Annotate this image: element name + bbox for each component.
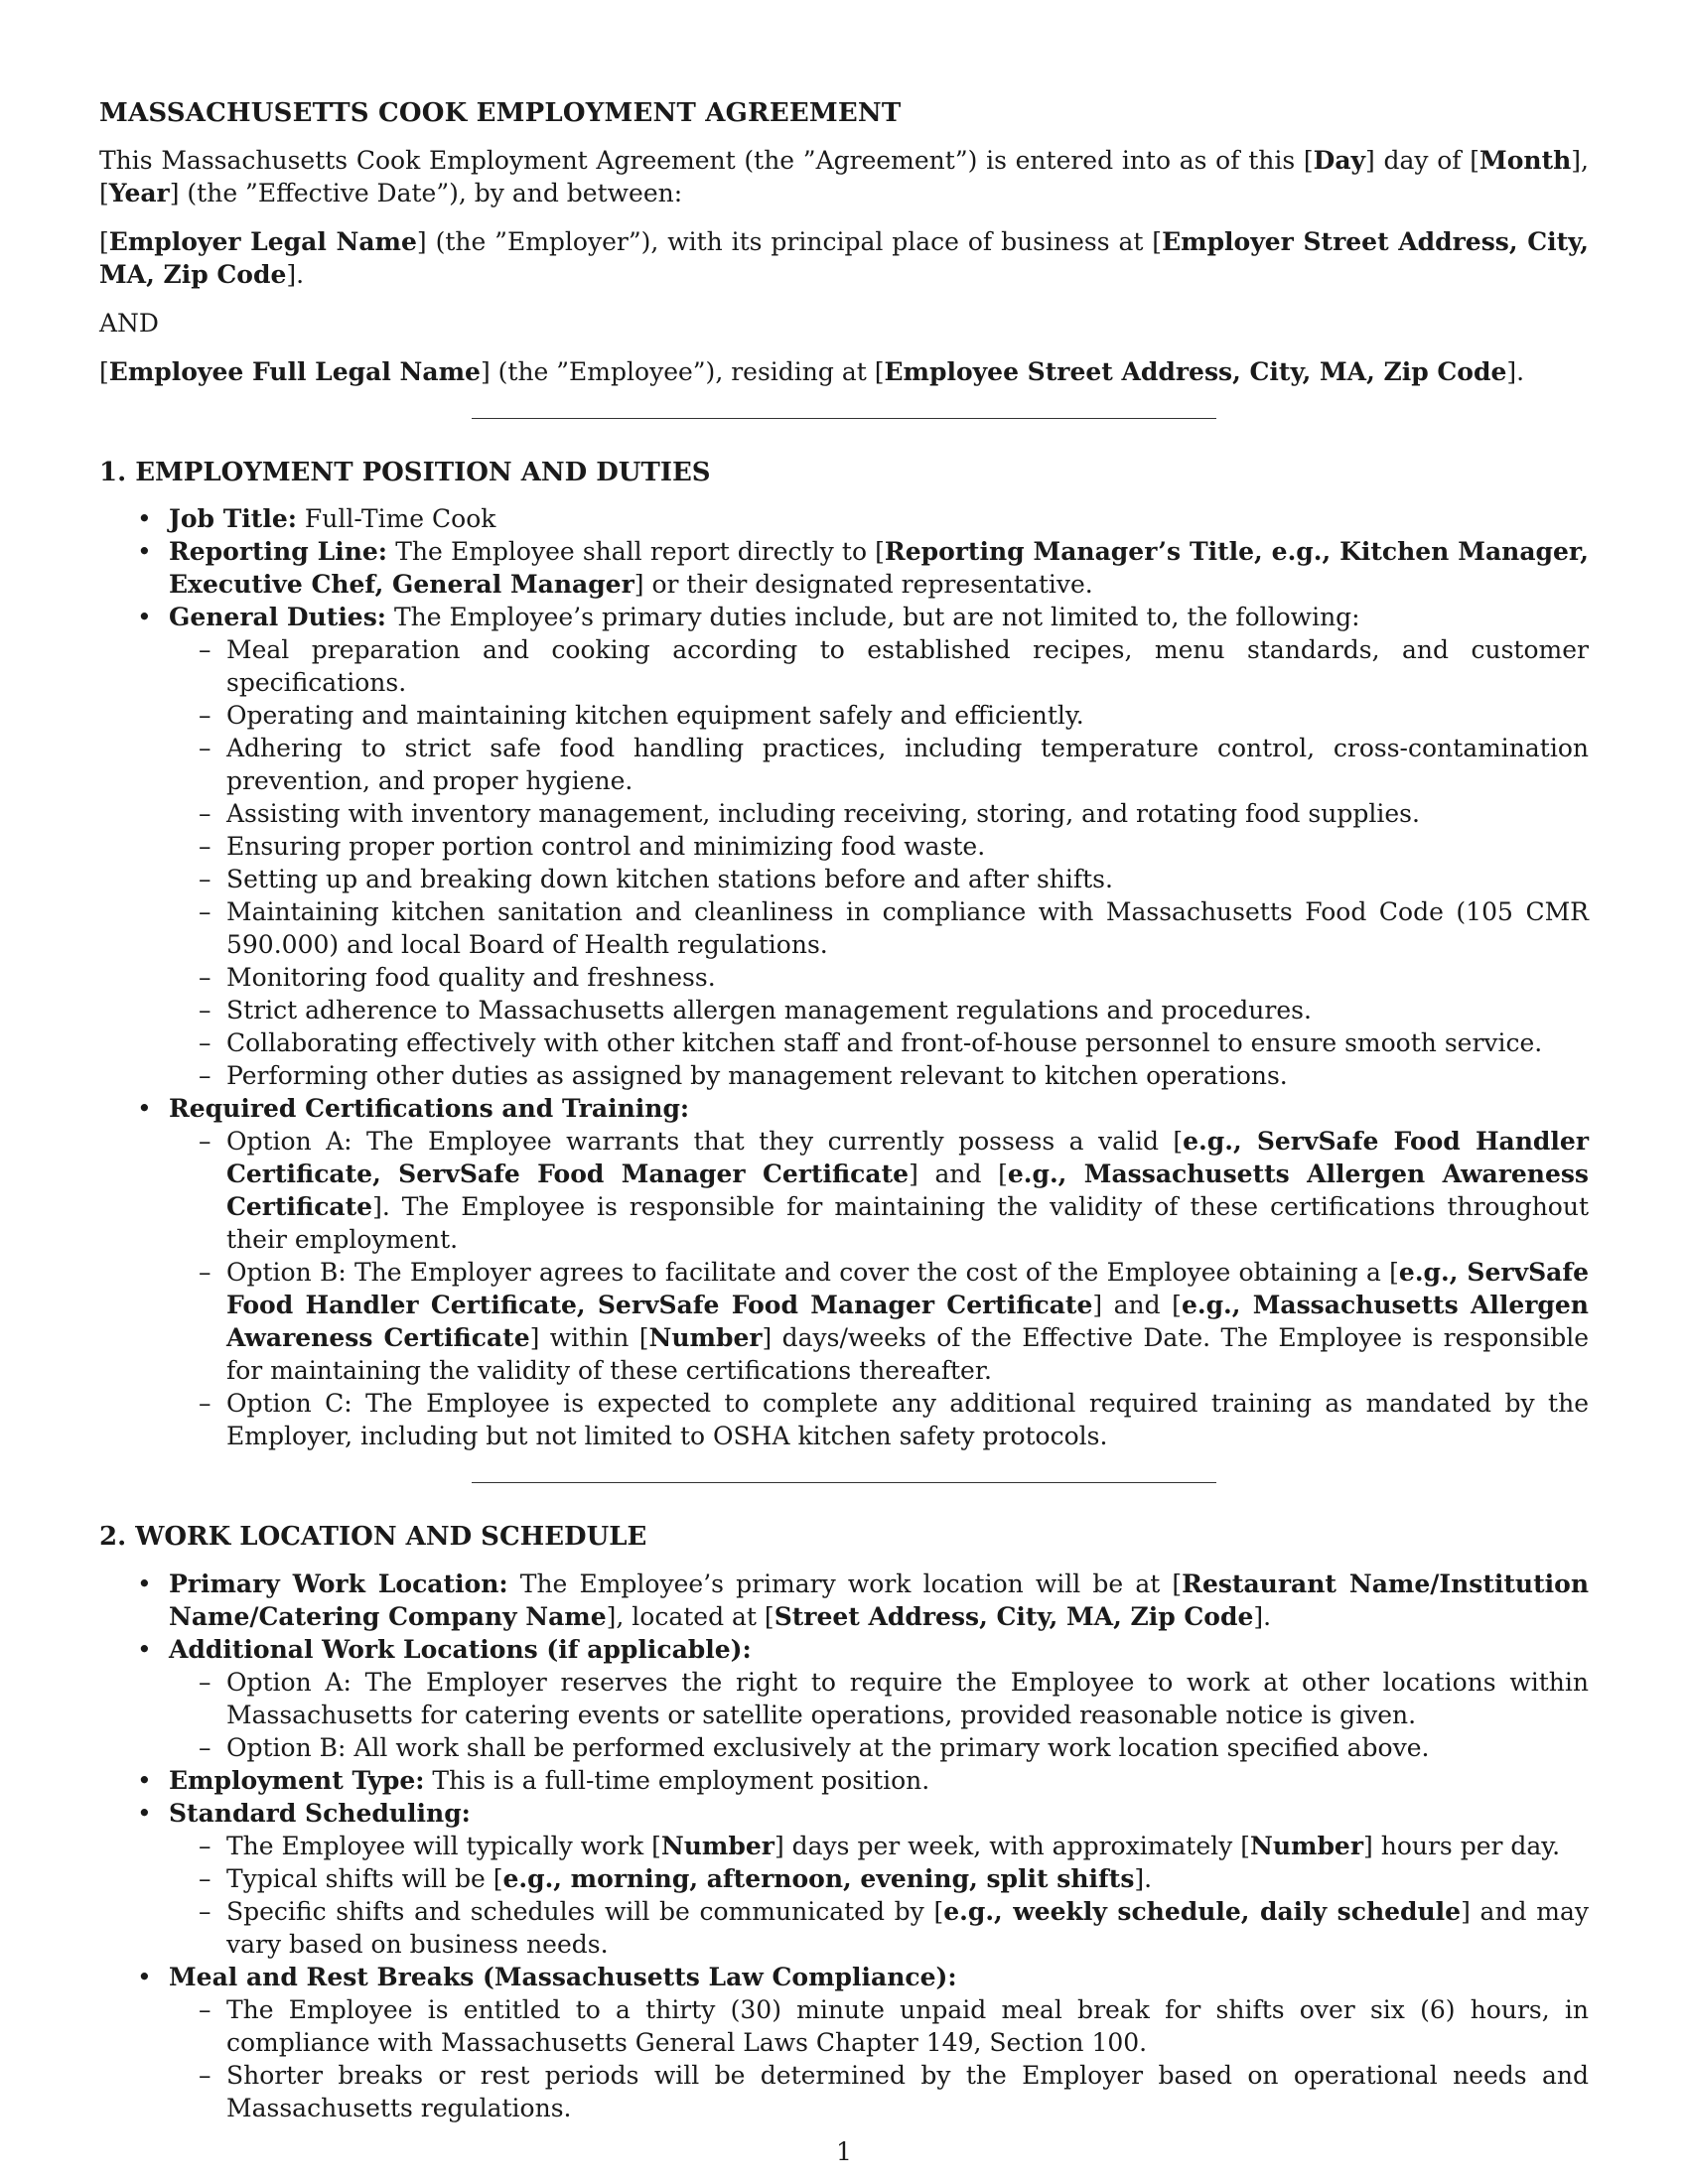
employee-address-placeholder: Employee Street Address, City, MA, Zip Code: [884, 356, 1507, 386]
list-item: – Option A: The Employer reserves the right to require the Employee to work at other locations within Massachusetts for catering events or satellite operations, provided reasonable notice is given.: [169, 1666, 1589, 1731]
general-duties-item: • General Duties: The Employee’s primary duties include, but are not limited to, the following: – Meal preparation and cooking according to established recipes, menu standards, and customer specifications. – Operating and maintaining kitchen equipment safely and efficiently. – Adhering to strict safe food handling practices, including temperature control, cross-contamination prevention, and proper hygiene. – Assisting with inventory management, including receiving, storing, and rotating food supplies. – Ensuring proper portion control and minimizing food waste. – Setting up and breaking down kitchen stations before and after shifts. – Maintaining kitchen sanitation and cleanliness in compliance with Massachusetts Food Code (105 CMR 590.000) and local Board of Health regulations. – Monitoring food quality and freshness. – Strict adherence to Massachusetts allergen management regulations and procedures. – Collaborating effectively with other kitchen staff and front-of-house personnel to ensure smooth service. – Performing other duties as assigned by management relevant to kitchen operations.: [99, 601, 1589, 1092]
cert-option-a: – Option A: The Employee warrants that they currently possess a valid [e.g., ServSafe Food Handler Certificate, ServSafe Food Manager Certificate] and [e.g., Massachusetts Allergen Awareness Certificate]. The Employee is responsible for maintaining the validity of these certifications throughout their employment.: [169, 1125, 1589, 1256]
list-item: – The Employee is entitled to a thirty (30) minute unpaid meal break for shifts over six (6) hours, in compliance with Massachusetts General Laws Chapter 149, Section 100.: [169, 1993, 1589, 2059]
and-separator: AND: [99, 308, 159, 338]
section-2-list: [99, 1568, 1589, 2124]
horizontal-divider: [472, 418, 1216, 419]
list-item: – Assisting with inventory management, including receiving, storing, and rotating food supplies.: [169, 797, 1589, 830]
certifications-options: [169, 1125, 1589, 1452]
employer-name-placeholder: Employer Legal Name: [108, 226, 417, 256]
document-title: MASSACHUSETTS COOK EMPLOYMENT AGREEMENT: [99, 98, 902, 128]
section-1-title: 1. EMPLOYMENT POSITION AND DUTIES: [99, 457, 711, 487]
scheduling-list: [169, 1830, 1589, 1961]
breaks-item: • Meal and Rest Breaks (Massachusetts Law Compliance): – The Employee is entitled to a thirty (30) minute unpaid meal break for shifts over six (6) hours, in compliance with Massachusetts General Laws Chapter 149, Section 100. – Shorter breaks or rest periods will be determined by the Employer based on operational needs and Massachusetts regulations.: [99, 1961, 1589, 2124]
certifications-item: • Required Certifications and Training: – Option A: The Employee warrants that they currently possess a valid [e.g., ServSafe Food Handler Certificate, ServSafe Food Manager Certificate] and [e.g., Massachusetts Allergen Awareness Certificate]. The Employee is responsible for maintaining the validity of these certifications throughout their employment. – Option B: The Employer agrees to facilitate and cover the cost of the Employee obtaining a [e.g., ServSafe Food Handler Certificate, ServSafe Food Manager Certificate] and [e.g., Massachusetts Allergen Awareness Certificate] within [Number] days/weeks of the Effective Date. The Employee is responsible for maintaining the validity of these certifications thereafter. – Option C: The Employee is expected to complete any additional required training as mandated by the Employer, including but not limited to OSHA kitchen safety protocols.: [99, 1092, 1589, 1452]
list-item: – Maintaining kitchen sanitation and cleanliness in compliance with Massachusetts Food Code (105 CMR 590.000) and local Board of Health regulations.: [169, 895, 1589, 961]
list-item: – Typical shifts will be [e.g., morning, afternoon, evening, split shifts].: [169, 1862, 1589, 1895]
reporting-line-item: • Reporting Line: The Employee shall report directly to [Reporting Manager’s Title, e.g., Kitchen Manager, Executive Chef, General Manager] or their designated representative.: [99, 535, 1589, 601]
employee-paragraph: [Employee Full Legal Name] (the ”Employee”), residing at [Employee Street Address, City, MA, Zip Code].: [99, 356, 1525, 386]
list-item: – Option B: All work shall be performed exclusively at the primary work location specified above.: [169, 1731, 1589, 1764]
section-2-title: 2. WORK LOCATION AND SCHEDULE: [99, 1522, 647, 1552]
list-item: – Shorter breaks or rest periods will be determined by the Employer based on operational needs and Massachusetts regulations.: [169, 2059, 1589, 2124]
employee-name-placeholder: Employee Full Legal Name: [108, 356, 481, 386]
intro-paragraph: This Massachusetts Cook Employment Agreement (the ”Agreement”) is entered into as of this [Day] day of [Month], [Year] (the ”Effective Date”), by and between:: [99, 145, 1589, 207]
scheduling-item: • Standard Scheduling: – The Employee will typically work [Number] days per week, with approximately [Number] hours per day. – Typical shifts will be [e.g., morning, afternoon, evening, split shifts]. – Specific shifts and schedules will be communicated by [e.g., weekly schedule, daily schedule] and may vary based on business needs.: [99, 1797, 1589, 1961]
section-1-list: [99, 502, 1589, 1452]
list-item: – Setting up and breaking down kitchen stations before and after shifts.: [169, 863, 1589, 895]
breaks-list: [169, 1993, 1589, 2124]
additional-locations-options: [169, 1666, 1589, 1764]
list-item: – Performing other duties as assigned by management relevant to kitchen operations.: [169, 1059, 1589, 1092]
horizontal-divider: [472, 1482, 1216, 1483]
list-item: – Meal preparation and cooking according to established recipes, menu standards, and customer specifications.: [169, 633, 1589, 699]
list-item: – Specific shifts and schedules will be communicated by [e.g., weekly schedule, daily schedule] and may vary based on business needs.: [169, 1895, 1589, 1961]
duties-list: [169, 633, 1589, 1092]
list-item: – The Employee will typically work [Number] days per week, with approximately [Number] hours per day.: [169, 1830, 1589, 1862]
year-placeholder: Year: [108, 178, 170, 207]
month-placeholder: Month: [1479, 145, 1572, 175]
list-item: – Adhering to strict safe food handling practices, including temperature control, cross-contamination prevention, and proper hygiene.: [169, 732, 1589, 797]
employer-address-placeholder: Employer Street Address, City, MA, Zip Code: [99, 226, 1589, 289]
job-title-item: • Job Title: Full-Time Cook: [99, 502, 1589, 535]
employer-paragraph: [Employer Legal Name] (the ”Employer”), with its principal place of business at [Employer Street Address, City, MA, Zip Code].: [99, 226, 1589, 289]
cert-option-b: – Option B: The Employer agrees to facilitate and cover the cost of the Employee obtaining a [e.g., ServSafe Food Handler Certificate, ServSafe Food Manager Certificate] and [e.g., Massachusetts Allergen Awareness Certificate] within [Number] days/weeks of the Effective Date. The Employee is responsible for maintaining the validity of these certifications thereafter.: [169, 1256, 1589, 1387]
document-page: [99, 97, 1589, 2124]
employment-type-item: • Employment Type: This is a full-time employment position.: [99, 1764, 1589, 1797]
day-placeholder: Day: [1313, 145, 1366, 175]
list-item: – Operating and maintaining kitchen equipment safely and efficiently.: [169, 699, 1589, 732]
list-item: – Ensuring proper portion control and minimizing food waste.: [169, 830, 1589, 863]
cert-option-c: – Option C: The Employee is expected to complete any additional required training as mandated by the Employer, including but not limited to OSHA kitchen safety protocols.: [169, 1387, 1589, 1452]
list-item: – Collaborating effectively with other kitchen staff and front-of-house personnel to ensure smooth service.: [169, 1026, 1589, 1059]
list-item: – Strict adherence to Massachusetts allergen management regulations and procedures.: [169, 994, 1589, 1026]
list-item: – Monitoring food quality and freshness.: [169, 961, 1589, 994]
additional-locations-item: • Additional Work Locations (if applicable): – Option A: The Employer reserves the right to require the Employee to work at other locations within Massachusetts for catering events or satellite operations, provided reasonable notice is given. – Option B: All work shall be performed exclusively at the primary work location specified above.: [99, 1633, 1589, 1764]
page-number: 1: [836, 2137, 852, 2166]
primary-location-item: • Primary Work Location: The Employee’s primary work location will be at [Restaurant Name/Institution Name/Catering Company Name], located at [Street Address, City, MA, Zip Code].: [99, 1568, 1589, 1633]
